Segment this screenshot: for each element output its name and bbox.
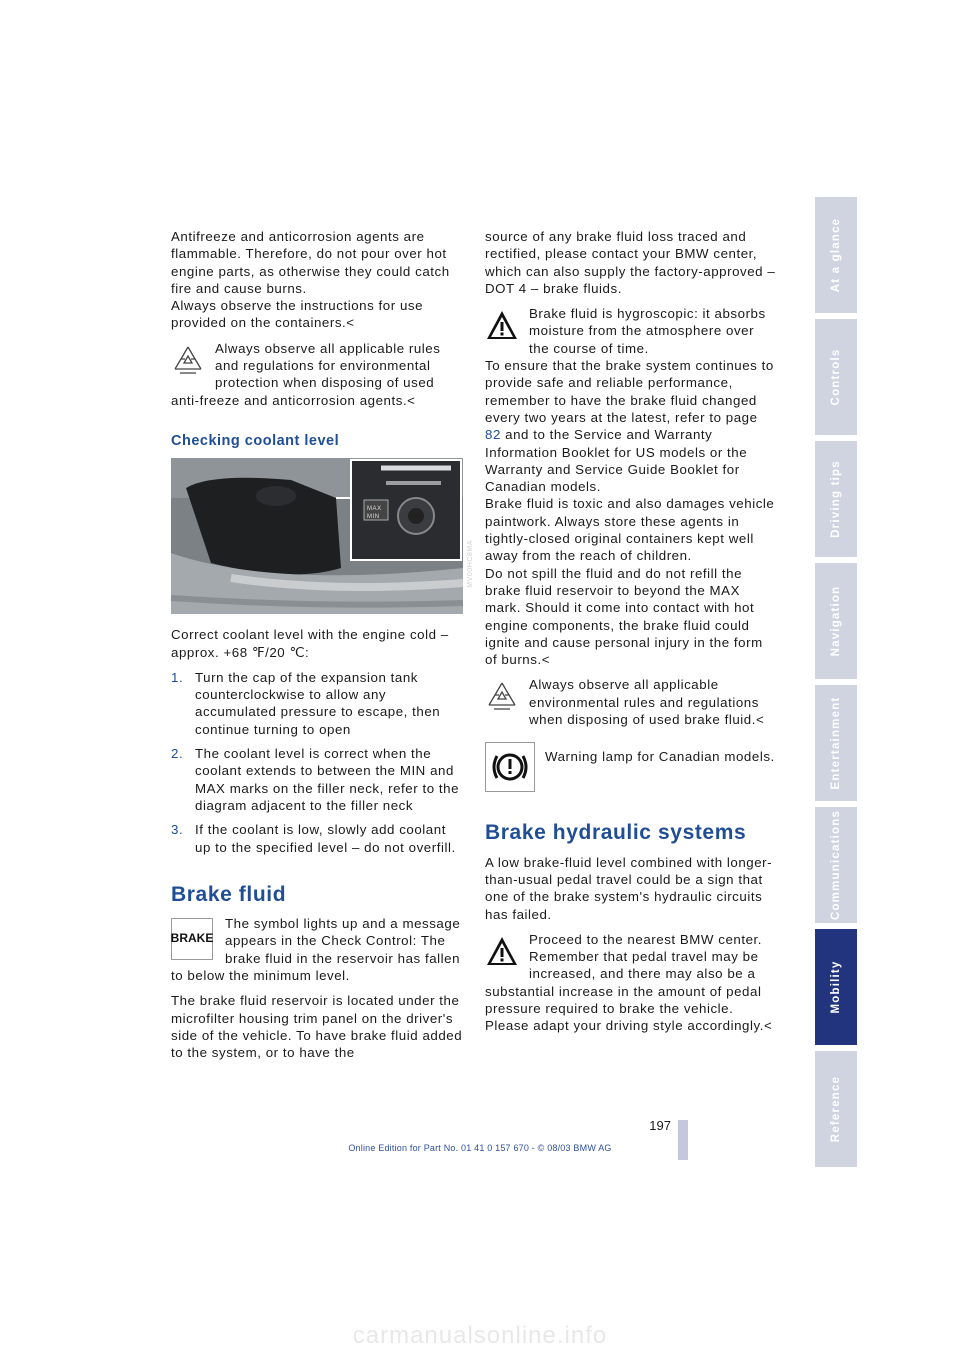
environment-note-brake (485, 676, 777, 728)
right-column (485, 228, 777, 1043)
page-82-link[interactable]: 82 (485, 427, 501, 443)
list-item: 3. If the coolant is low, slowly add coolant up to the specified level – do not overfill. (171, 822, 456, 855)
environment-note-brake-text: Always observe all applicable environmental rules and regulations when disposing of used brake fluid.< (529, 677, 765, 728)
canadian-lamp-text: Warning lamp for Canadian models. (545, 749, 775, 765)
recycle-icon (171, 343, 205, 377)
brake-reservoir-text: The brake fluid reservoir is located under the microfilter housing trim panel on the driver's side of the vehicle. To have brake fluid added to the system, or to have the (171, 993, 463, 1061)
warning-triangle-icon (485, 934, 519, 968)
brake-warning-lamp-icon (485, 742, 535, 792)
hydraulic-warning-text: Proceed to the nearest BMW center. Remember that pedal travel may be increased, and there may also be a substantial increase in the amount of pedal pressure required to brake the vehicle. Please adapt your driving style accordingly.< (485, 931, 773, 1034)
svg-text:MIN: MIN (367, 514, 380, 521)
chapter-tabs (815, 197, 857, 1173)
canadian-lamp-note (485, 742, 777, 794)
hydraulic-text: A low brake-fluid level combined with longer-than-usual pedal travel could be a sign that one of the brake system's hydraulic circuits has failed. (485, 854, 773, 922)
coolant-tank-photo (171, 458, 474, 614)
watermark: carmanualsonline.info (352, 1322, 608, 1349)
coolant-intro-text: Correct coolant level with the engine cold – approx. +68 ℉/20 ℃: (171, 627, 449, 660)
tab-entertainment[interactable]: Entertainment (815, 685, 857, 801)
page-number: 197 (649, 1118, 671, 1133)
tab-controls[interactable]: Controls (815, 319, 857, 435)
brake-fluid-source-text: source of any brake fluid loss traced and rectified, please contact your BMW center, which can also supply the factory-approved – DOT 4 – brake fluids. (485, 229, 776, 296)
tab-mobility[interactable]: Mobility (815, 929, 857, 1045)
hydraulic-warning (485, 931, 777, 1035)
photo-code: MV00HC8MA (467, 540, 474, 589)
recycle-icon (485, 679, 519, 713)
instructions-text: Always observe the instructions for use provided on the containers.< (171, 298, 424, 331)
tab-reference[interactable]: Reference (815, 1051, 857, 1167)
heading-brake-fluid: Brake fluid (171, 882, 287, 906)
tab-at-a-glance[interactable]: At a glance (815, 197, 857, 313)
page-number-bar (678, 1120, 688, 1160)
list-item: 2. The coolant level is correct when the coolant extends to between the MIN and MAX marks on the filler neck, refer to the diagram adjacent to the filler neck (171, 746, 460, 813)
tab-driving-tips[interactable]: Driving tips (815, 441, 857, 557)
left-column (170, 228, 474, 1070)
heading-brake-hydraulic: Brake hydraulic systems (485, 821, 747, 845)
tab-navigation[interactable]: Navigation (815, 563, 857, 679)
warning-triangle-icon (485, 308, 519, 342)
coolant-steps (171, 669, 463, 856)
environment-note (171, 340, 463, 409)
spill-text: Do not spill the fluid and do not refill the brake fluid reservoir to beyond the MAX mark. Should it come into contact with hot engine components, the brake fluid could ignite and cause personal injury in the form of burns.< (485, 565, 763, 668)
hygroscopic-warning (485, 305, 777, 668)
brake-warning-icon: BRAKE (171, 918, 213, 960)
toxic-text: Brake fluid is toxic and also damages vehicle paintwork. Always store these agents in tightly-closed original containers kept well away from the reach of children. (485, 496, 775, 564)
list-item: 1. Turn the cap of the expansion tank counterclockwise to allow any accumulated pressure to escape, then continue turning to open (171, 669, 441, 737)
heading-checking-coolant: Checking coolant level (171, 432, 340, 449)
antifreeze-warning-text: Antifreeze and anticorrosion agents are flammable. Therefore, do not pour over hot engine parts, as otherwise they could catch fire and cause burns. (171, 229, 450, 296)
brake-symbol-note-text: The symbol lights up and a message appears in the Check Control: The brake fluid in the reservoir has fallen to below the minimum level. (171, 916, 461, 984)
footer-edition: Online Edition for Part No. 01 41 0 157 670 - © 08/03 BMW AG (348, 1143, 612, 1153)
svg-text:MAX: MAX (367, 506, 382, 513)
brake-change-text: To ensure that the brake system continues to provide safe and reliable performance, remember to have the brake fluid changed every two years at the latest, refer to page 82 and to the Service and Warranty Information Booklet for US models or the Warranty and Service Guide Booklet for Canadian models. (485, 358, 774, 495)
environment-note-text: Always observe all applicable rules and regulations for environmental protection when disposing of used anti-freeze and anticorrosion agents.< (171, 340, 441, 408)
tab-communications[interactable]: Communications (815, 807, 857, 923)
brake-symbol-note (171, 915, 463, 984)
hygroscopic-text: Brake fluid is hygroscopic: it absorbs moisture from the atmosphere over the course of time. (529, 306, 766, 356)
